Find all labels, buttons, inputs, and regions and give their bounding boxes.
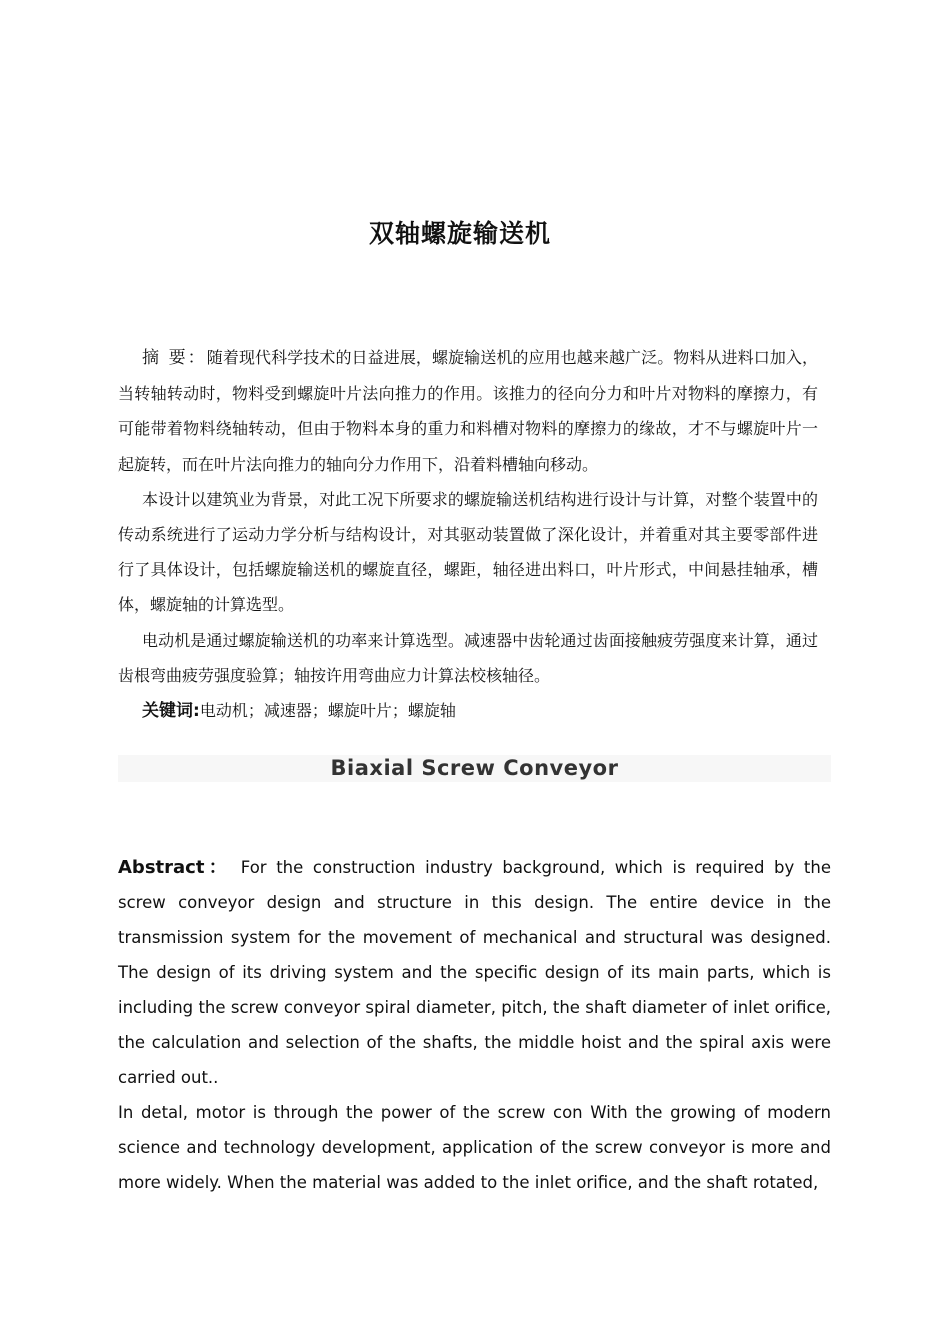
chinese-keywords-text: 电动机；减速器；螺旋叶片；螺旋轴 <box>199 701 456 721</box>
english-abstract <box>118 850 831 1200</box>
chinese-keywords-label: 关键词: <box>142 701 200 722</box>
chinese-abstract-label: 摘 要： <box>142 348 207 368</box>
english-title: Biaxial Screw Conveyor <box>330 756 619 780</box>
chinese-abstract-paragraph-2: 本设计以建筑业为背景，对此工况下所要求的螺旋输送机结构进行设计与计算，对整个装置中的传动系统进行了运动力学分析与结构设计，对其驱动装置做了深化设计，并着重对其主要零部件进行了具体设计，包括螺旋输送机的螺旋直径，螺距，轴径进出料口，叶片形式，中间悬挂轴承，槽体，螺旋轴的计算选型。 <box>118 489 818 615</box>
english-abstract-label: Abstract： <box>118 857 232 878</box>
english-abstract-paragraph-2: In detal, motor is through the power of the screw con With the growing of modern science and technology development, application of the screw conveyor is more and more widely. When the material was added to the inlet orifice, and the shaft rotated, <box>118 1103 831 1192</box>
chinese-abstract-text-1: 随着现代科学技术的日益进展，螺旋输送机的应用也越来越广泛。物料从进料口加入，当转轴转动时，物料受到螺旋叶片法向推力的作用。该推力的径向分力和叶片对物料的摩擦力，有可能带着物料绕轴转动，但由于物料本身的重力和料槽对物料的摩擦力的缘故，才不与螺旋叶片一起旋转，而在叶片法向推力的轴向分力作用下，沿着料槽轴向移动。 <box>118 348 818 474</box>
chinese-abstract <box>118 340 818 729</box>
chinese-title: 双轴螺旋输送机 <box>368 219 551 248</box>
chinese-abstract-paragraph-3: 电动机是通过螺旋输送机的功率来计算选型。减速器中齿轮通过齿面接触疲劳强度来计算，通过齿根弯曲疲劳强度验算；轴按许用弯曲应力计算法校核轴径。 <box>118 630 818 685</box>
english-title-bar <box>118 755 831 782</box>
chinese-keywords <box>118 693 818 729</box>
chinese-abstract-paragraph-1 <box>118 340 818 482</box>
english-abstract-text-1: For the construction industry background, which is required by the screw conveyor design and structure in this design. The entire device in the transmission system for the movement of mechanical and structural was designed. The design of its driving system and the specific design of its main parts, which is including the screw conveyor spiral diameter, pitch, the shaft diameter of inlet orifice, the calculation and selection of the shafts, the middle hoist and the spiral axis were carried out.. <box>118 858 831 1087</box>
english-abstract-paragraph-1 <box>118 850 831 1095</box>
